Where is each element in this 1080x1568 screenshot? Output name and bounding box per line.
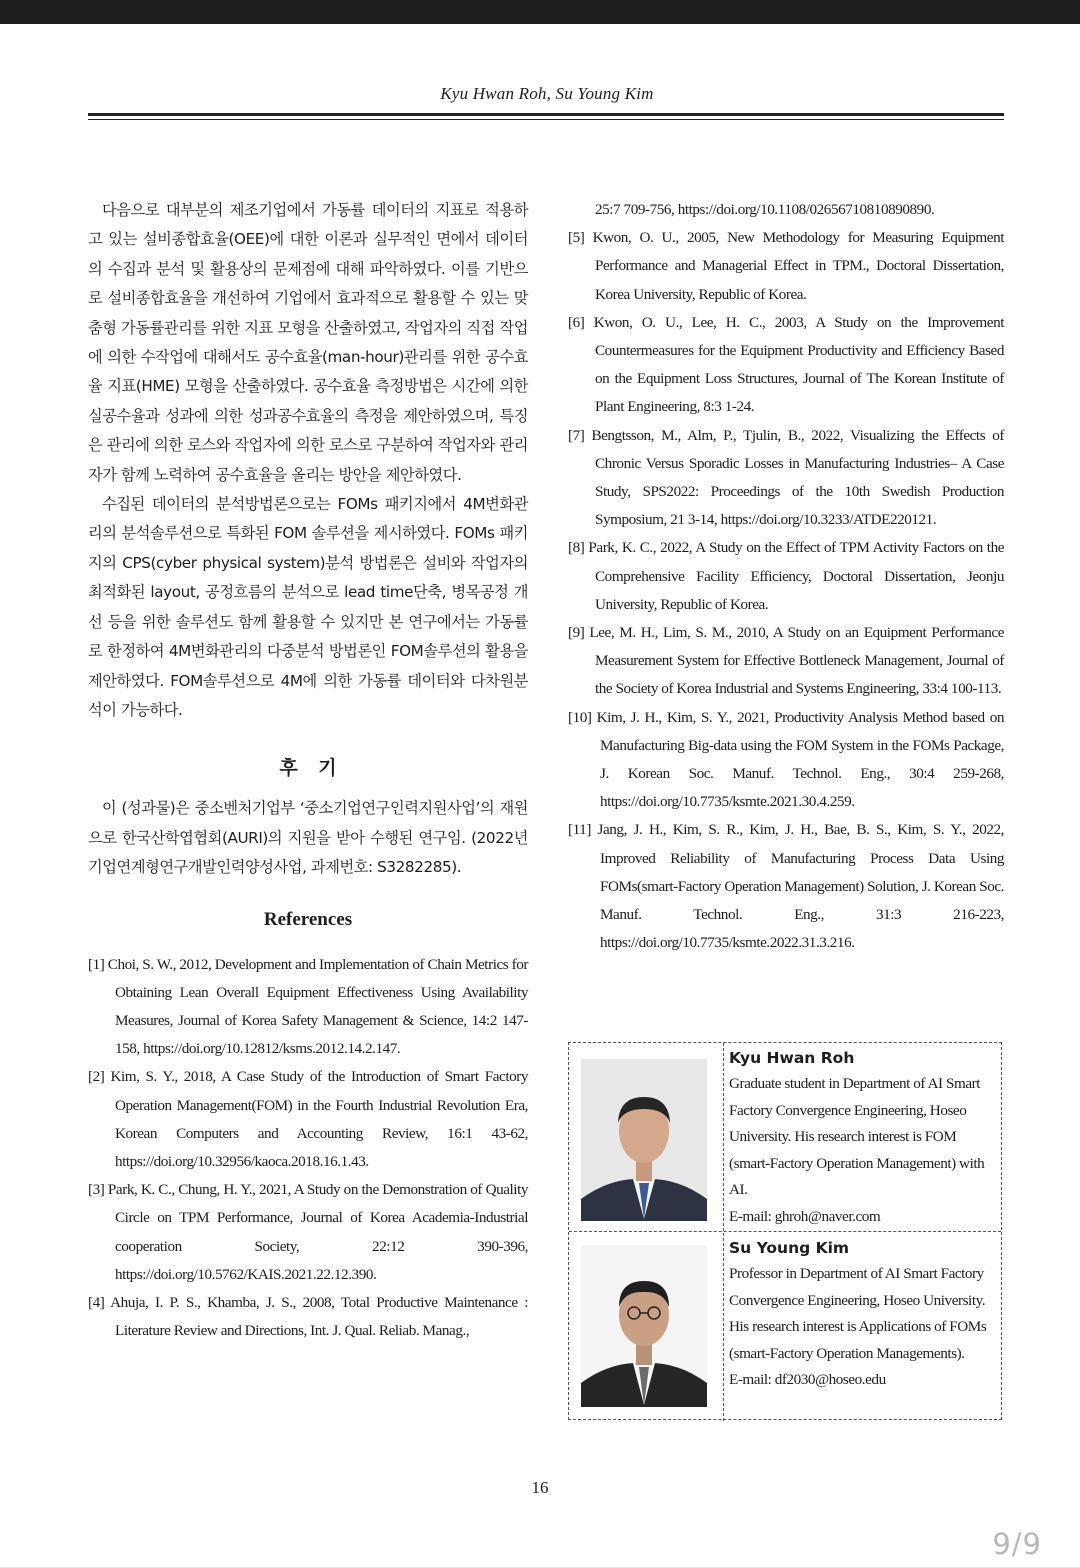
author-name: Kyu Hwan Roh — [729, 1049, 855, 1067]
references-heading: References — [263, 908, 353, 930]
right-column — [568, 196, 1004, 957]
running-head: Kyu Hwan Roh, Su Young Kim — [440, 84, 654, 103]
reference-item: [2] Kim, S. Y., 2018, A Case Study of the Introduction of Smart Factory Operation Management(FOM) in the Fourth Industrial Revolution Era, Korean Computers and Accounting Review, 16:1 43-62, https://doi.org/10.32956/kaoca.2018.16.1.43. — [88, 1068, 528, 1170]
reference-item: [1] Choi, S. W., 2012, Development and Implementation of Chain Metrics for Obtaining Lean Overall Equipment Effectiveness Using Availability Measures, Journal of Korea Safety Management & Science, 14:2 147-158, https://doi.org/10.12812/ksms.2012.14.2.147. — [88, 955, 528, 1058]
reference-item: [10] Kim, J. H., Kim, S. Y., 2021, Productivity Analysis Method based on Manufacturing Big-data using the FOM System in the FOMs Package, J. Korean Soc. Manuf. Technol. Eng., 30:4 259-268, https://doi.org/10.7735/ksmte.2021.30.4.259. — [568, 708, 1004, 811]
author-email: E-mail: ghroh@naver.com — [729, 1207, 881, 1225]
author-email: E-mail: df2030@hoseo.edu — [729, 1371, 886, 1389]
author-photo — [581, 1059, 707, 1221]
reference-item: [6] Kwon, O. U., Lee, H. C., 2003, A Study on the Improvement Countermeasures for the Equipment Productivity and Efficiency Based on the Equipment Loss Structures, Journal of The Korean Institute of Plant Engineering, 8:3 1-24. — [568, 313, 1004, 416]
body-paragraph: 다음으로 대부분의 제조기업에서 가동률 데이터의 지표로 적용하고 있는 설비종합효율(OEE)에 대한 이론과 실무적인 면에서 데이터의 수집과 분석 및 활용상의 문제점에 대해 파악하였다. 이를 기반으로 설비종합효율을 개선하여 기업에서 효과적으로 활용할 수 있는 맞춤형 가동률관리를 위한 지표 모형을 산출하였고, 작업자의 직접 작업에 의한 수작업에 대해서도 공수효율(man-hour)관리를 위한 공수효율 지표(HME) 모형을 산출하였다. 공수효율 측정방법은 시간에 의한 실공수율과 성과에 의한 성과공수효율의 측정을 제안하였으며, 특징은 관리에 의한 로스와 작업자에 의한 로스로 구분하여 작업자와 관리자가 함께 노력하여 공수효율을 올리는 방안을 제안하였다. — [88, 201, 528, 484]
author-bio-row — [569, 1043, 1001, 1232]
viewer-top-bar — [0, 0, 1080, 24]
author-bios-table — [568, 1042, 1002, 1420]
author-photo — [581, 1245, 707, 1407]
reference-item: [5] Kwon, O. U., 2005, New Methodology for Measuring Equipment Performance and Managerial Effect in TPM., Doctoral Dissertation, Korea University, Republic of Korea. — [568, 229, 1004, 303]
body-paragraph: 수집된 데이터의 분석방법론으로는 FOMs 패키지에서 4M변화관리의 분석솔루션으로 특화된 FOM 솔루션을 제시하였다. FOMs 패키지의 CPS(cyber physical system)분석 방법론은 설비와 작업자의 최적화된 layout, 공정흐름의 분석으로 lead time단축, 병목공정 개선 등을 위한 솔루션도 함께 활용할 수 있지만 본 연구에서는 가동률로 한정하여 4M변화관리의 다중분석 방법론인 FOM솔루션의 활용을 제안하였다. FOM솔루션으로 4M에 의한 가동률 데이터와 다차원분석이 가능하다. — [88, 495, 528, 719]
reference-item: [9] Lee, M. H., Lim, S. M., 2010, A Study on an Equipment Performance Measurement System for Effective Bottleneck Management, Journal of the Society of Korea Industrial and Systems Engineering, 33:4 100-113. — [568, 624, 1004, 698]
left-column — [88, 196, 528, 1345]
header-rule-thin — [88, 119, 1004, 120]
reference-item: [8] Park, K. C., 2022, A Study on the Effect of TPM Activity Factors on the Comprehensive Facility Efficiency, Doctoral Dissertation, Jeonju University, Republic of Korea. — [568, 539, 1004, 613]
author-description: Professor in Department of AI Smart Factory Convergence Engineering, Hoseo University. His research interest is Applications of FOMs (smart-Factory Operation Managements). — [729, 1265, 987, 1362]
author-description: Graduate student in Department of AI Smart Factory Convergence Engineering, Hoseo University. His research interest is FOM (smart-Factory Operation Management) with AI. — [729, 1075, 985, 1199]
viewer-page-indicator: 9/9 — [992, 1527, 1042, 1561]
reference-continuation: 25:7 709-756, https://doi.org/10.1108/02656710810890890. — [595, 201, 935, 218]
page-number: 16 — [531, 1478, 549, 1497]
reference-item: [11] Jang, J. H., Kim, S. R., Kim, J. H., Bae, B. S., Kim, S. Y., 2022, Improved Reliability of Manufacturing Process Data Using FOMs(smart-Factory Operation Management) Solution, J. Korean Soc. Manuf. Technol. Eng., 31:3 216-223, https://doi.org/10.7735/ksmte.2022.31.3.216. — [568, 821, 1004, 952]
acknowledgement-heading: 후 기 — [279, 757, 337, 780]
author-photo-cell — [569, 1233, 724, 1421]
author-bio-row — [569, 1233, 1001, 1421]
acknowledgement-text: 이 (성과물)은 중소벤처기업부 ‘중소기업연구인력지원사업’의 재원으로 한국산학엽협회(AURI)의 지원을 받아 수행된 연구임. (2022년 기업연계형연구개발인력양성사업, 과제번호: S3282285). — [88, 799, 528, 877]
author-photo-cell — [569, 1043, 724, 1231]
header-rule-thick — [88, 113, 1004, 116]
reference-item: [4] Ahuja, I. P. S., Khamba, J. S., 2008, Total Productive Maintenance : Literature Review and Directions, Int. J. Qual. Reliab. Manag., — [88, 1293, 528, 1340]
author-name: Su Young Kim — [729, 1239, 850, 1257]
reference-item: [7] Bengtsson, M., Alm, P., Tjulin, B., 2022, Visualizing the Effects of Chronic Versus Sporadic Losses in Manufacturing Industries– A Case Study, SPS2022: Proceedings of the 10th Swedish Production Symposium, 21 3-14, https://doi.org/10.3233/ATDE220121. — [568, 426, 1004, 529]
reference-item: [3] Park, K. C., Chung, H. Y., 2021, A Study on the Demonstration of Quality Circle on TPM Performance, Journal of Korea Academia-Industrial cooperation Society, 22:12 390-396, https://doi.org/10.5762/KAIS.2021.22.12.390. — [88, 1181, 528, 1283]
